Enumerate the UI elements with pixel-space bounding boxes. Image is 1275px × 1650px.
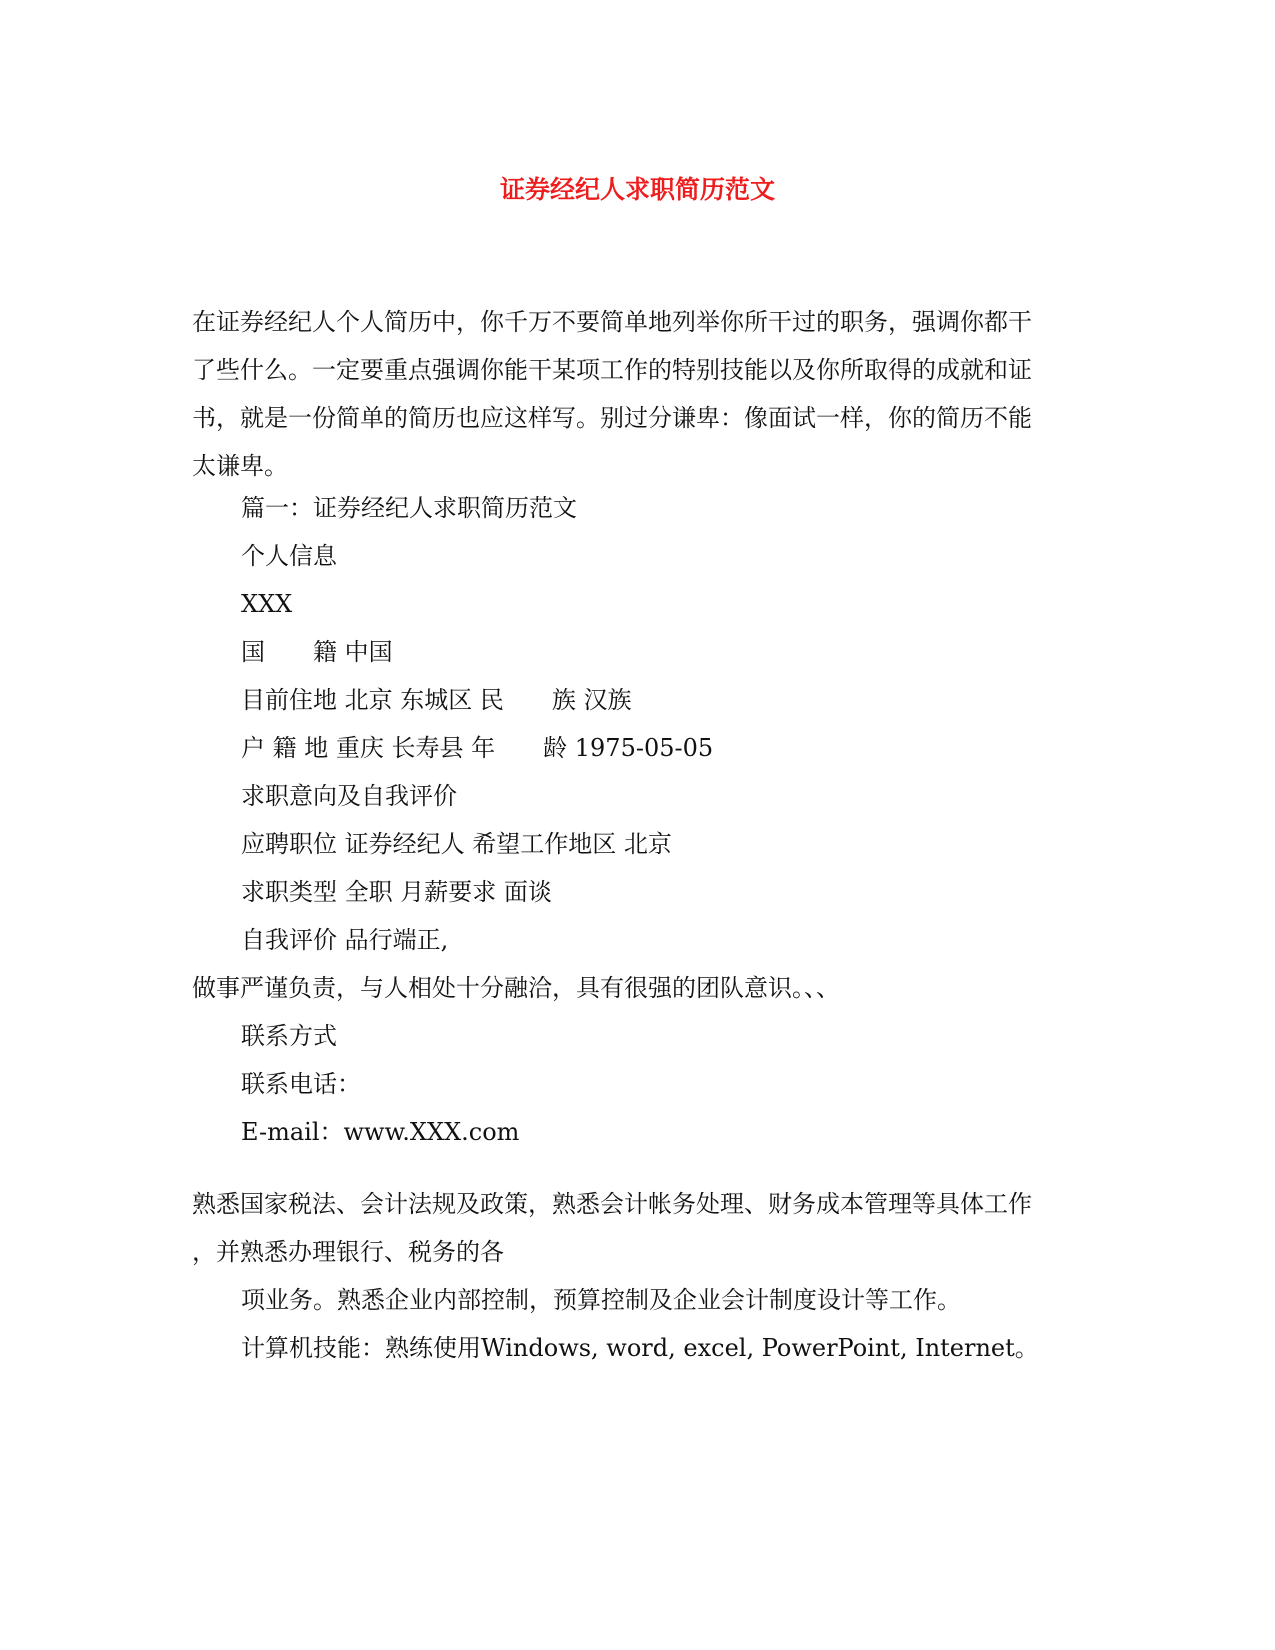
computer-skills-line: 计算机技能：熟练使用Windows, word, excel, PowerPoint, Internet。 [241,1334,1039,1362]
personal-info-heading: 个人信息 [241,542,337,570]
section-heading: 篇一：证券经纪人求职简历范文 [241,494,577,522]
self-evaluation-line: 自我评价 品行端正, [241,926,449,954]
skills-line: ，并熟悉办理银行、税务的各 [192,1238,504,1266]
position-line: 应聘职位 证券经纪人 希望工作地区 北京 [241,830,672,858]
document-title: 证券经纪人求职简历范文 [499,175,775,204]
intro-line: 在证券经纪人个人简历中，你千万不要简单地列举你所干过的职务，强调你都干 [192,308,1032,336]
skills-section [192,1180,1082,1372]
intro-line: 太谦卑。 [192,452,288,480]
intro-paragraph [192,298,1082,490]
intro-line: 书，就是一份简单的简历也应这样写。别过分谦卑：像面试一样，你的简历不能 [192,404,1032,432]
job-type-line: 求职类型 全职 月薪要求 面谈 [241,878,552,906]
phone-line: 联系电话： [241,1070,361,1098]
name-value: XXX [241,590,293,618]
intro-line: 了些什么。一定要重点强调你能干某项工作的特别技能以及你所取得的成就和证 [192,356,1032,384]
contact-heading: 联系方式 [241,1022,337,1050]
nationality-line: 国 籍 中国 [241,638,393,666]
skills-line: 项业务。熟悉企业内部控制，预算控制及企业会计制度设计等工作。 [241,1286,961,1314]
resume-section [192,484,1082,1156]
email-line: E-mail：www.XXX.com [241,1118,520,1146]
self-evaluation-continuation: 做事严谨负责，与人相处十分融洽，具有很强的团队意识。、、 [192,974,840,1002]
intent-heading: 求职意向及自我评价 [241,782,457,810]
hukou-line: 户 籍 地 重庆 长寿县 年 龄 1975-05-05 [241,734,714,762]
skills-line: 熟悉国家税法、会计法规及政策，熟悉会计帐务处理、财务成本管理等具体工作 [192,1190,1032,1218]
residence-line: 目前住地 北京 东城区 民 族 汉族 [241,686,632,714]
